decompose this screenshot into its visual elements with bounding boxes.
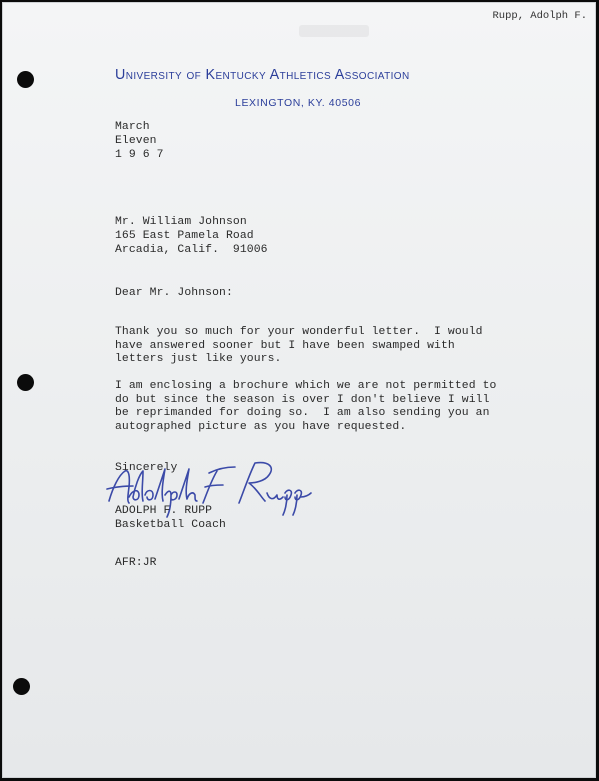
salutation: Dear Mr. Johnson: (115, 287, 233, 299)
recipient-street: 165 East Pamela Road (115, 230, 254, 242)
punch-hole-top (17, 71, 34, 88)
date-day: Eleven (115, 135, 157, 147)
date-year: 1 9 6 7 (115, 149, 164, 161)
recipient-name: Mr. William Johnson (115, 216, 247, 228)
letter-page (2, 2, 596, 778)
reference-initials: AFR:JR (115, 557, 157, 569)
closing: Sincerely (115, 462, 178, 474)
filing-note: Rupp, Adolph F. (492, 10, 587, 22)
signer-name: ADOLPH F. RUPP (115, 505, 213, 517)
body-paragraph-2: I am enclosing a brochure which we are not permitted to do but since the season is over I don't believe I will be reprimanded for doing so. I am also sending you an autographed picture as you have requested. (115, 380, 497, 433)
body-paragraph-1: Thank you so much for your wonderful letter. I would have answered sooner but I have been swamped with letters just like yours. (115, 326, 483, 365)
faint-bleedthrough-mark (299, 25, 369, 37)
recipient-city: Arcadia, Calif. 91006 (115, 244, 268, 256)
punch-hole-bottom (13, 678, 30, 695)
signer-title: Basketball Coach (115, 519, 226, 531)
letterhead-city: LEXINGTON, KY. 40506 (235, 97, 362, 109)
letterhead-organization: University of Kentucky Athletics Association (115, 67, 410, 83)
date-month: March (115, 121, 150, 133)
punch-hole-middle (17, 374, 34, 391)
